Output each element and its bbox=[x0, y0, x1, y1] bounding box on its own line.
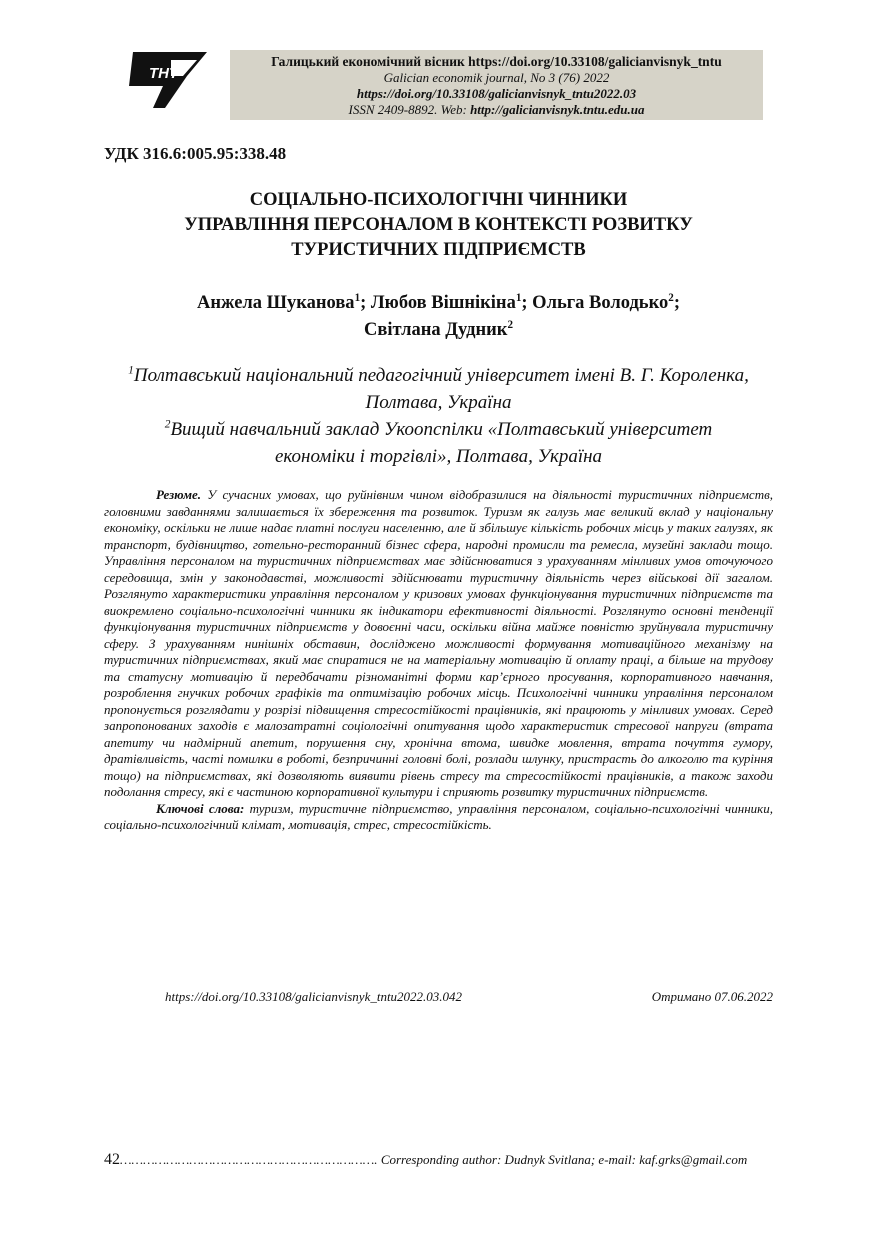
svg-text:ТНТ: ТНТ bbox=[149, 65, 179, 82]
article-doi-link[interactable]: https://doi.org/10.33108/galicianvisnyk_tntu2022.03.042 bbox=[165, 989, 463, 1004]
affiliation-2: $^2$Вищий навчальний заклад Укоопспілки «Полтавський університет bbox=[164, 418, 713, 440]
title-line: ТУРИСТИЧНИХ ПІДПРИЄМСТВ bbox=[291, 240, 586, 260]
journal-website-link[interactable]: http://galicianvisnyk.tntu.edu.ua bbox=[470, 102, 645, 117]
abstract-label: Резюме. bbox=[156, 487, 202, 502]
udc-code: УДК 316.6:005.95:338.48 bbox=[104, 144, 287, 163]
keywords-text: туризм, туристичне підприємство, управління персоналом, соціально-психологічні чинники, соціально-психологічний клімат, мотивація, стрес, стресостійкість. bbox=[104, 800, 773, 832]
affiliation-1: $^1$Полтавський національний педагогічний університет імені В. Г. Короленка, bbox=[128, 364, 749, 386]
issn-line: ISSN 2409-8892. Web: http://galicianvisnyk.tntu.edu.ua bbox=[348, 102, 645, 117]
journal-logo bbox=[127, 46, 209, 114]
keywords bbox=[104, 801, 773, 834]
title-line: УПРАВЛІННЯ ПЕРСОНАЛОМ В КОНТЕКСТІ РОЗВИТКУ bbox=[184, 215, 693, 235]
page-number: 42 bbox=[104, 1151, 120, 1168]
keywords-label: Ключові слова: bbox=[156, 800, 245, 816]
article-title bbox=[104, 188, 773, 263]
leader-dots: …………………………………………………………. bbox=[120, 1152, 378, 1167]
abstract-text: У сучасних умовах, що руйнівним чином відобразилися на діяльності туристичних підприємств, головними завданнями залишається їх збереження та розвиток. Туризм як галузь має великий вклад у національну економіку, оскільки не лише надає платні послуги населенню, але й збільшує кількість робочих місць у таких галузях, як транспорт, будівництво, готельно-ресторанний бізнес сфера, народні промисли та ремесла, музейні заклади тощо. Управління персоналом на туристичних підприємствах має здійснюватися з урахуванням мінливих умов оточуючого середовища, змін у законодавстві, можливості здійснювати туристичну діяльність через військові дії загалом. Розглянуто характеристики управління персоналом у кризових умовах функціонування туристичних підприємств та виокремлено соціально-психологічні чинники як індикатори ефективності діяльності. Розглянуто основні тенденції функціонування туристичних підприємств у довоєнні часи, оскільки війна майже повністю зруйнувала туристичну сферу. З урахуванням нинішніх обставин, досліджено можливості формування мотиваційного механізму на туристичних підприємствах, який має спиратися не на матеріальну мотивацію й оплату праці, а більше на трудову та статусну мотивацію й передбачати різноманітні форми кар’єрного просування, корпоративного навчання, розроблення гнучких робочих графіків та оптимізацію робочих місць. Психологічні чинники управління персоналом пропонується розглядати у розрізі підвищення стресостійкості працівників, які працюють у мінливих умовах. Серед запропонованих заходів є малозатратні соціологічні опитування щодо характеристик стресової напруги (втрата апетиту чи надмірний апетит, порушення сну, хронічна втома, швидке мовлення, втрата почуття гумору, дратівливість, часті помилки в роботі, безпричинні головні болі, розлади шлунку, пристрасть до алкоголю та куріння тощо) на підприємствах, які дозволяють виявити рівень стресу та стресостійкості працівників, а також заходи подолання стресу, які є частиною корпоративної культури і сприяють розвитку туристичних підприємств. bbox=[104, 487, 773, 799]
page-footer bbox=[104, 1151, 773, 1169]
title-line: СОЦІАЛЬНО-ПСИХОЛОГІЧНІ ЧИННИКИ bbox=[249, 190, 628, 210]
journal-title-ua: Галицький економічний вісник https://doi.org/10.33108/galicianvisnyk_tntu bbox=[271, 54, 722, 69]
corresponding-author: Corresponding author: Dudnyk Svitlana; e-mail: kaf.grks@gmail.com bbox=[377, 1152, 748, 1167]
issue-doi-link[interactable]: https://doi.org/10.33108/galicianvisnyk_tntu2022.03 bbox=[356, 86, 637, 101]
abstract bbox=[104, 487, 773, 834]
journal-header bbox=[230, 50, 763, 120]
journal-title-en: Galician economik journal, No 3 (76) 2022 bbox=[383, 70, 610, 85]
authors-line-2: Світлана Дудник$^2$ bbox=[364, 318, 513, 340]
affiliations: $^1$Полтавський національний педагогічний університет імені В. Г. Короленка, Полтава, Україна $^2$Вищий навчальний заклад Укоопспілки «Полтавський університет економіки і торгівлі», Полтава, Україна bbox=[104, 362, 773, 470]
received-date: Отримано 07.06.2022 bbox=[651, 989, 773, 1004]
authors bbox=[104, 290, 773, 344]
authors-line-1: Анжела Шуканова$^1$; Любов Вішнікіна$^1$; Ольга Володько$^2$; bbox=[197, 291, 680, 313]
abstract-paragraph bbox=[104, 487, 773, 801]
